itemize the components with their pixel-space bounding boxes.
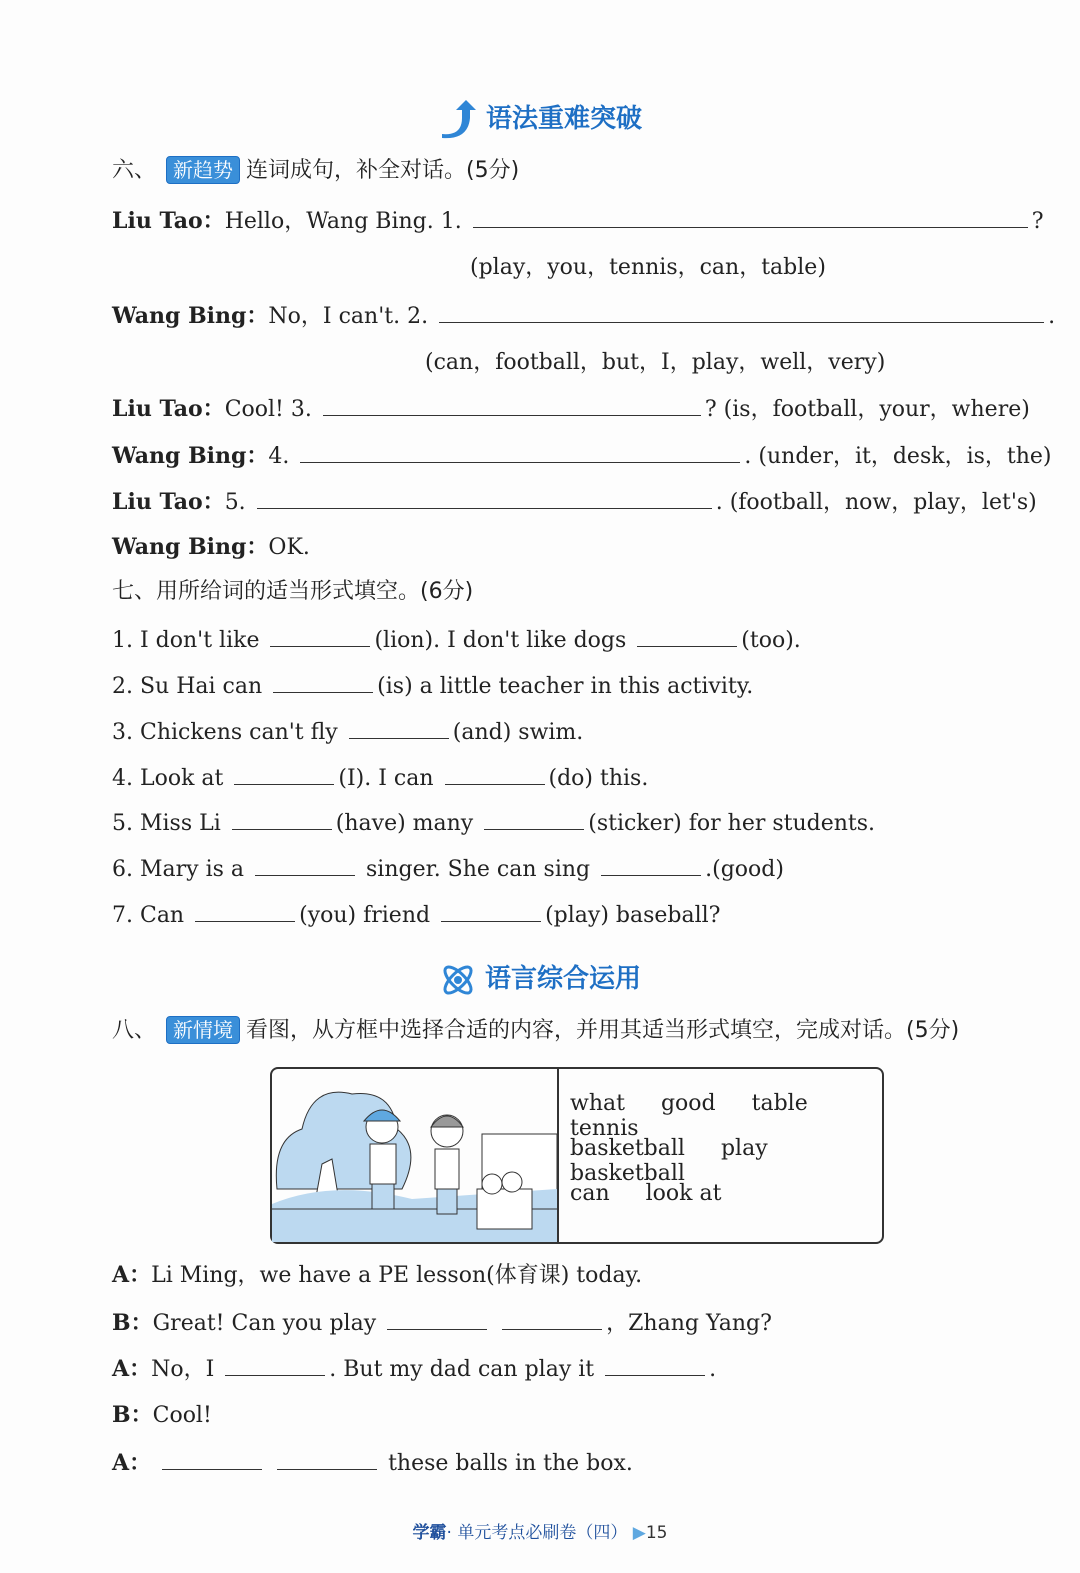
line-end: . (1048, 304, 1056, 329)
word-option: basketball (570, 1136, 685, 1161)
answer-blank[interactable] (637, 624, 737, 647)
word-option: good (660, 1091, 716, 1116)
arrow-up-icon (438, 100, 478, 140)
item-text: (do) this. (548, 766, 649, 791)
answer-blank[interactable] (270, 624, 370, 647)
line-text: . (709, 1357, 717, 1382)
item-text: 2. Su Hai can (112, 674, 263, 699)
dialogue-line-3 (112, 393, 1030, 425)
word-option: can (570, 1181, 610, 1206)
section7-title: 七、用所给词的适当形式填空。(6分) (112, 579, 474, 604)
dialogue-line-6 (112, 532, 310, 563)
conversation-line-1 (112, 1260, 642, 1291)
word-hint: (football，now，play，let's) (729, 490, 1037, 515)
answer-blank[interactable] (441, 899, 541, 922)
line-text: Great! Can you play (152, 1311, 377, 1336)
line-end: ? (704, 397, 717, 422)
speaker: Liu Tao： (112, 396, 225, 422)
word-hint: (play，you，tennis，can，table) (470, 255, 826, 280)
new-context-badge: 新情境 (166, 1016, 240, 1044)
answer-blank[interactable] (234, 762, 334, 785)
fill-item-4 (112, 762, 648, 794)
word-option: what (570, 1091, 625, 1116)
item-text: singer. She can sing (366, 857, 591, 882)
answer-blank[interactable] (232, 807, 332, 830)
fill-item-3 (112, 716, 583, 748)
page-number: 15 (645, 1523, 668, 1543)
conversation-line-4 (112, 1400, 212, 1431)
section-instruction: 连词成句，补全对话。(5分) (246, 158, 520, 183)
item-text: 3. Chickens can't fly (112, 720, 338, 745)
line-end: ? (1031, 209, 1044, 234)
speaker: Wang Bing： (112, 534, 269, 560)
header-text: 语法重难突破 (485, 104, 642, 134)
word-hint: (is，football，your，where) (723, 397, 1030, 422)
section-header-grammar (0, 98, 1080, 140)
triangle-icon: ▶ (632, 1523, 646, 1543)
new-trend-badge: 新趋势 (166, 156, 240, 184)
fill-item-2 (112, 670, 753, 702)
answer-blank[interactable] (300, 440, 740, 463)
line-text: these balls in the box. (388, 1451, 633, 1476)
speaker: A： (112, 1262, 152, 1288)
speaker: Wang Bing： (112, 443, 269, 469)
line-text: Cool! (152, 1403, 212, 1428)
answer-blank[interactable] (484, 807, 584, 830)
answer-blank[interactable] (502, 1307, 602, 1330)
line-text: . But my dad can play it (329, 1357, 595, 1382)
fill-item-1 (112, 624, 801, 656)
fill-item-7 (112, 899, 720, 931)
line-text: OK. (268, 535, 310, 560)
item-text: (is) a little teacher in this activity. (377, 674, 754, 699)
section8-title (112, 1016, 959, 1046)
speaker: Liu Tao： (112, 208, 225, 234)
line-text: Cool! 3. (224, 397, 312, 422)
item-text: 6. Mary is a (112, 857, 244, 882)
item-text: 7. Can (112, 903, 185, 928)
word-hint: (can，football，but，I，play，well，very) (425, 350, 886, 375)
dialogue-line-4 (112, 440, 1052, 472)
answer-blank[interactable] (445, 762, 545, 785)
line-text: Li Ming，we have a PE lesson(体育课) today. (151, 1263, 643, 1288)
item-text: (play) baseball? (545, 903, 721, 928)
line-end: . (744, 444, 752, 469)
section-number: 八、 (112, 1018, 157, 1043)
conversation-line-5 (112, 1447, 633, 1479)
word-option: play basketball (570, 1136, 768, 1186)
section-number: 六、 (112, 158, 157, 183)
speaker: A： (112, 1356, 152, 1382)
line-text: 4. (268, 444, 290, 469)
item-text: (sticker) for her students. (588, 811, 876, 836)
fill-item-5 (112, 807, 875, 839)
conversation-line-3 (112, 1353, 716, 1385)
conversation-line-2 (112, 1307, 772, 1339)
answer-blank[interactable] (162, 1447, 262, 1470)
line-end: . (715, 490, 723, 515)
answer-blank[interactable] (255, 853, 355, 876)
answer-blank[interactable] (349, 716, 449, 739)
line-text: ，Zhang Yang? (606, 1311, 772, 1336)
item-text: (and) swim. (452, 720, 584, 745)
item-text: (you) friend (299, 903, 431, 928)
answer-blank[interactable] (195, 899, 295, 922)
speaker: B： (112, 1310, 153, 1336)
item-text: (lion). I don't like dogs (374, 628, 627, 653)
answer-blank[interactable] (257, 486, 712, 509)
item-text: (I). I can (338, 766, 434, 791)
word-option: look at (645, 1181, 722, 1206)
speaker: Wang Bing： (112, 303, 269, 329)
page-footer (0, 1518, 1080, 1543)
line-text: No，I can't. 2. (268, 304, 429, 329)
answer-blank[interactable] (439, 300, 1044, 323)
item-text: 1. I don't like (112, 628, 260, 653)
line-text: Hello，Wang Bing. 1. (224, 209, 462, 234)
line-text: No，I (151, 1357, 215, 1382)
word-option: table tennis (570, 1091, 808, 1141)
section-header-language (0, 958, 1080, 999)
atom-icon (439, 961, 477, 999)
picture-word-box (270, 1067, 884, 1244)
speaker: A： (112, 1450, 152, 1476)
answer-blank[interactable] (605, 1353, 705, 1376)
item-text: 5. Miss Li (112, 811, 221, 836)
illustration-boys-with-balls (272, 1069, 559, 1242)
answer-blank[interactable] (273, 670, 373, 693)
answer-blank[interactable] (323, 393, 701, 416)
item-text: 4. Look at (112, 766, 224, 791)
word-hint: (under，it，desk，is，the) (758, 444, 1052, 469)
answer-blank[interactable] (277, 1447, 377, 1470)
section6-title (112, 156, 519, 186)
answer-blank[interactable] (225, 1353, 325, 1376)
dialogue-line-5 (112, 486, 1037, 518)
answer-blank[interactable] (473, 205, 1028, 228)
fill-item-6 (112, 853, 784, 885)
dialogue-line-2 (112, 300, 1055, 332)
book-title: · 单元考点必刷卷（四） (446, 1523, 628, 1543)
answer-blank[interactable] (601, 853, 701, 876)
header-text: 语言综合运用 (484, 964, 641, 994)
word-bank (570, 1091, 882, 1226)
speaker: Liu Tao： (112, 489, 225, 515)
brand-logo: 学霸 (412, 1523, 447, 1543)
section-instruction: 看图，从方框中选择合适的内容，并用其适当形式填空，完成对话。(5分) (246, 1018, 960, 1043)
line-text: 5. (224, 490, 246, 515)
answer-blank[interactable] (387, 1307, 487, 1330)
dialogue-line-1 (112, 205, 1044, 237)
item-text: .(good) (705, 857, 784, 882)
item-text: (have) many (335, 811, 474, 836)
speaker: B： (112, 1402, 153, 1428)
item-text: (too). (741, 628, 801, 653)
